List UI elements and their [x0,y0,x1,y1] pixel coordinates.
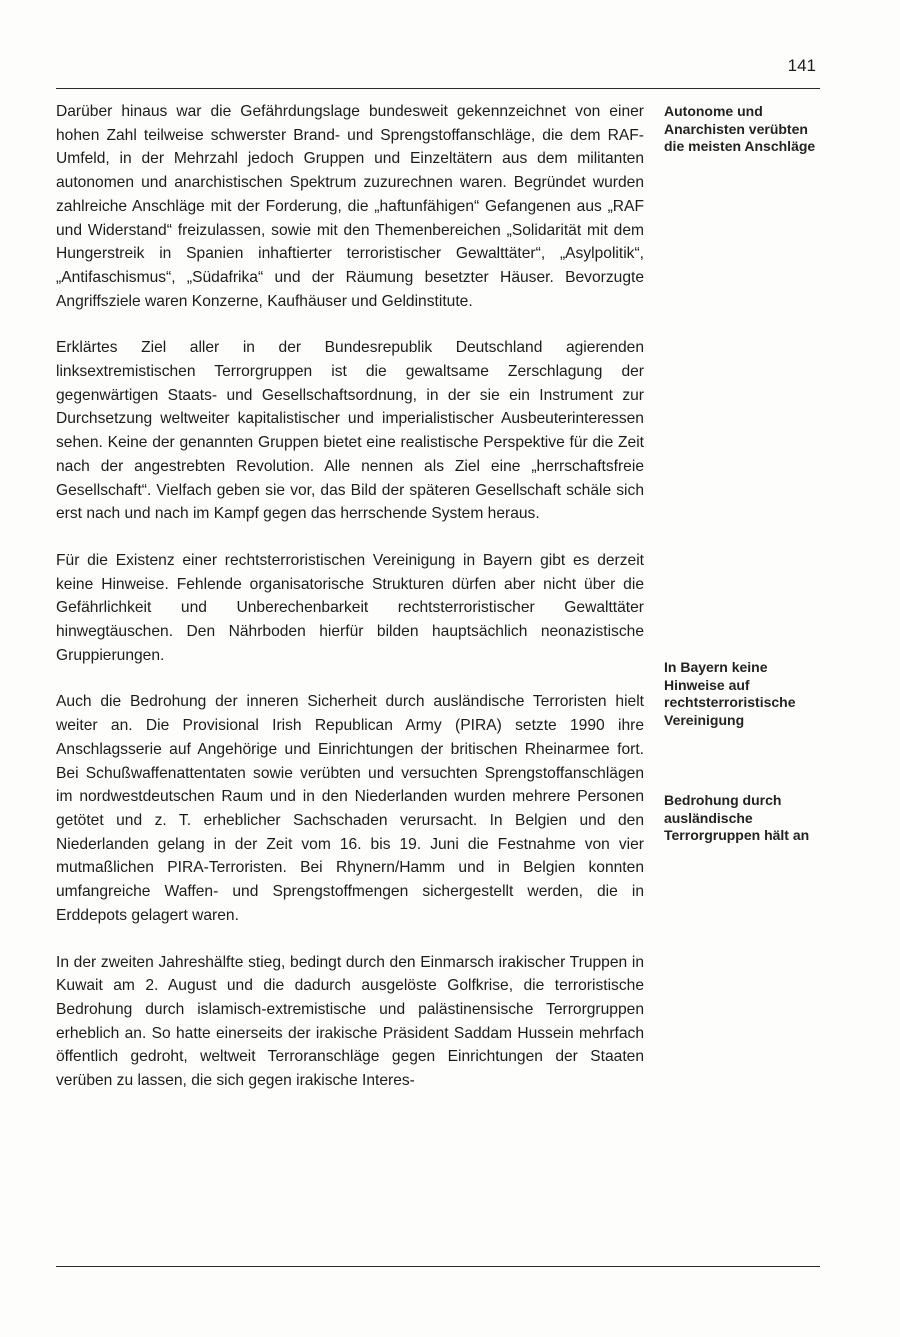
paragraph-golfkrise: In der zweiten Jahreshälfte stieg, bedingt durch den Einmarsch irakischer Truppen in Kuwait am 2. August und die dadurch ausgelöste Golfkrise, die terroristische Bedrohung durch islamisch-extremistische und palästinensische Terrorgruppen erheblich an. So hatte einerseits der irakische Präsident Saddam Hussein mehrfach öffentlich gedroht, weltweit Terroranschläge gegen Einrichtungen der Staaten verüben zu lassen, die sich gegen irakische Interes- [56,953,644,1090]
paragraph-auslaendische-terroristen: Auch die Bedrohung der inneren Sicherheit durch ausländische Terroristen hielt weiter an. Die Provisional Irish Republican Army (PIRA) setzte 1990 ihre Anschlagsserie auf Angehörige und Einrichtungen der britischen Rheinarmee fort. Bei Schußwaffenattentaten sowie verübten und versuchten Sprengstoffanschlägen im nordwestdeutschen Raum und in den Niederlanden wurden mehrere Personen getötet und z. T. erheblicher Sachschaden verursacht. In Belgien und den Niederlanden gelang in der Zeit vom 16. bis 19. Juni die Festnahme von vier mutmaßlichen PIRA-Terroristen. Bei Rhynern/Hamm und in Belgien konnten umfangreiche Waffen- und Sprengstoffmengen sichergestellt werden, die in Erddepots gelagert waren. [56,693,644,924]
margin-note-autonome: Autonome und Anarchisten verübten die meisten Anschläge [664,103,816,154]
paragraph-anschlaege: Darüber hinaus war die Gefährdungslage bundesweit gekennzeichnet von einer hohen Zahl teilweise schwerster Brand- und Sprengstoffanschläge, die dem RAF-Umfeld, in der Mehrzahl jedoch Gruppen und Einzeltätern aus dem militanten autonomen und anarchistischen Spektrum zuzurechnen waren. Begründet wurden zahlreiche Anschläge mit der Forderung, die „haftunfähigen“ Gefangenen aus „RAF und Widerstand“ freizulassen, sowie mit den Themenbereichen „Solidarität mit dem Hungerstreik in Spanien inhaftierter terroristischer Gewalttäter“, „Asylpolitik“, „Antifaschismus“, „Südafrika“ und der Räumung besetzter Häuser. Bevorzugte Angriffsziele waren Konzerne, Kaufhäuser und Geldinstitute. [56,103,644,310]
footer-rule [56,1266,820,1267]
main-text-column [56,100,644,1093]
margin-note-bedrohung: Bedrohung durch ausländische Terrorgruppen hält an [664,792,810,843]
margin-note-bayern: In Bayern keine Hinweise auf rechtsterroristische Vereinigung [664,659,796,728]
page-number: 141 [787,56,816,75]
paragraph-rechtsterrorismus: Für die Existenz einer rechtsterroristischen Vereinigung in Bayern gibt es derzeit keine Hinweise. Fehlende organisatorische Strukturen dürfen aber nicht über die Gefährlichkeit und Unberechenbarkeit rechtsterroristischer Gewalttäter hinwegtäuschen. Den Nährboden hierfür bilden hauptsächlich neonazistische Gruppierungen. [56,551,644,664]
paragraph-ziel-linksextremisten: Erklärtes Ziel aller in der Bundesrepublik Deutschland agierenden linksextremistischen Terrorgruppen ist die gewaltsame Zerschlagung der gegenwärtigen Staats- und Gesellschaftsordnung, in der sie ein Instrument zur Durchsetzung weltweiter kapitalistischer und imperialistischer Ausbeuterinteressen sehen. Keine der genannten Gruppen bietet eine realistische Perspektive für die Zeit nach der angestrebten Revolution. Alle nennen als Ziel eine „herrschaftsfreie Gesellschaft“. Vielfach geben sie vor, das Bild der späteren Gesellschaft schäle sich erst nach und nach im Kampf gegen das herrschende System heraus. [56,339,644,523]
header-rule [56,88,820,89]
